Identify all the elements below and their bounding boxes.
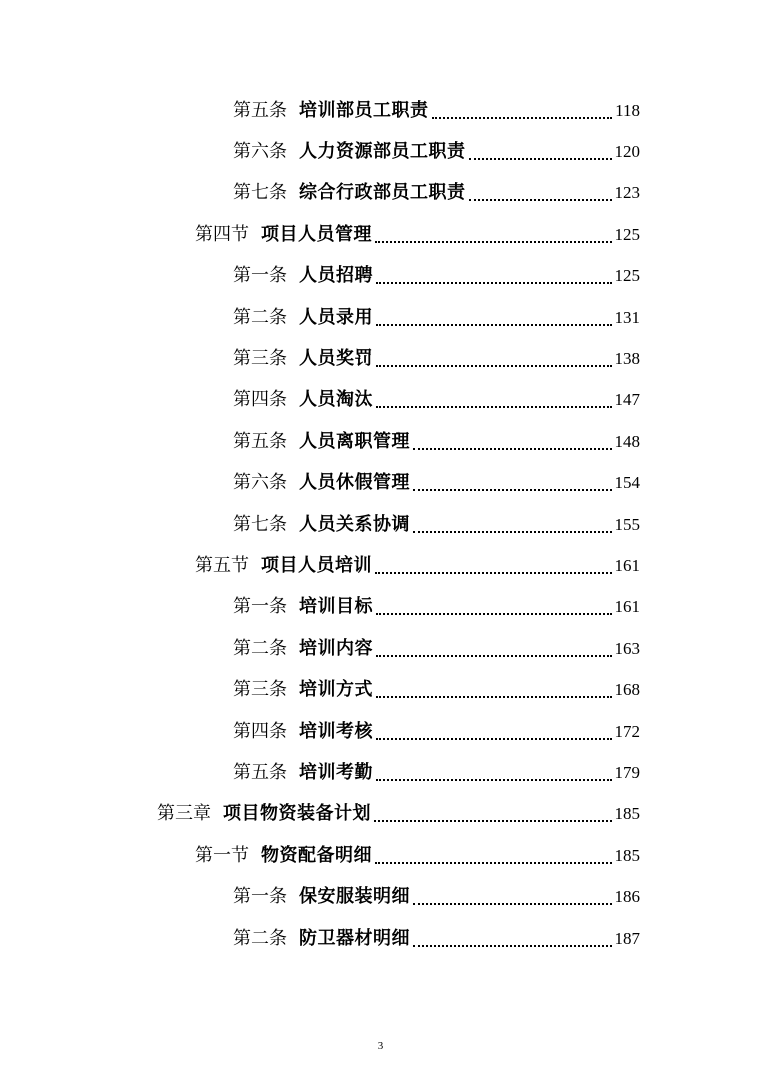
dot-leader <box>413 531 612 533</box>
toc-entry-page: 163 <box>614 638 640 658</box>
toc-entry-title: 人员离职管理 <box>299 430 410 452</box>
toc-entry[interactable] <box>0 380 761 421</box>
toc-entry-title: 培训考勤 <box>299 761 373 783</box>
toc-entry-page: 123 <box>614 183 640 203</box>
dot-leader <box>375 241 612 243</box>
toc-entry-title: 项目物资装备计划 <box>223 803 371 825</box>
toc-entry-title: 人员关系协调 <box>299 513 410 535</box>
toc-entry[interactable] <box>0 835 761 876</box>
toc-entry-page: 179 <box>614 762 640 782</box>
dot-leader <box>376 324 612 326</box>
dot-leader <box>376 738 612 740</box>
toc-entry-page: 172 <box>614 721 640 741</box>
toc-entry[interactable] <box>0 214 761 255</box>
toc-entry-number: 第三条 <box>233 348 287 370</box>
toc-entry[interactable] <box>0 131 761 172</box>
toc-entry-number: 第三章 <box>157 803 211 825</box>
toc-entry-number: 第四节 <box>195 223 249 245</box>
toc-entry-title: 人员招聘 <box>299 265 373 287</box>
toc-entry-page: 147 <box>614 390 640 410</box>
dot-leader <box>413 945 612 947</box>
dot-leader <box>469 199 612 201</box>
toc-entry-number: 第六条 <box>233 141 287 163</box>
page-number: 3 <box>377 1040 384 1052</box>
toc-entry-title: 人员淘汰 <box>299 389 373 411</box>
toc-entry[interactable] <box>0 421 761 462</box>
toc-entry-title: 项目人员培训 <box>261 554 372 576</box>
dot-leader <box>376 282 612 284</box>
toc-entry-number: 第一节 <box>195 844 249 866</box>
toc-entry-page: 187 <box>614 928 640 948</box>
dot-leader <box>376 613 612 615</box>
toc-entry[interactable] <box>0 587 761 628</box>
toc-entry-page: 186 <box>614 887 640 907</box>
toc-entry-title: 物资配备明细 <box>261 844 372 866</box>
toc-entry-page: 118 <box>615 100 640 120</box>
toc-entry-title: 人力资源部员工职责 <box>299 141 466 163</box>
toc-entry-number: 第五条 <box>233 430 287 452</box>
toc-entry-page: 185 <box>614 804 640 824</box>
toc-entry-page: 138 <box>614 349 640 369</box>
toc-entry-number: 第一条 <box>233 596 287 618</box>
dot-leader <box>376 779 612 781</box>
toc-entry[interactable] <box>0 256 761 297</box>
dot-leader <box>413 903 612 905</box>
dot-leader <box>374 820 612 822</box>
toc-entry-number: 第七条 <box>233 513 287 535</box>
toc-entry[interactable] <box>0 297 761 338</box>
toc-entry-title: 人员奖罚 <box>299 348 373 370</box>
toc-entry-number: 第四条 <box>233 389 287 411</box>
toc-entry-number: 第五条 <box>233 761 287 783</box>
toc-entry[interactable] <box>0 752 761 793</box>
toc-entry-title: 综合行政部员工职责 <box>299 182 466 204</box>
dot-leader <box>375 862 612 864</box>
toc-entry[interactable] <box>0 876 761 917</box>
dot-leader <box>375 572 612 574</box>
toc-entry[interactable] <box>0 90 761 131</box>
toc-entry-title: 培训内容 <box>299 637 373 659</box>
toc-entry-page: 148 <box>614 431 640 451</box>
toc-entry[interactable] <box>0 669 761 710</box>
toc-entry[interactable] <box>0 628 761 669</box>
toc-entry-number: 第五节 <box>195 554 249 576</box>
toc-entry-number: 第一条 <box>233 265 287 287</box>
toc-entry-title: 培训部员工职责 <box>299 99 429 121</box>
toc-entry-page: 168 <box>614 680 640 700</box>
dot-leader <box>376 365 612 367</box>
toc-entry-number: 第二条 <box>233 306 287 328</box>
dot-leader <box>413 489 612 491</box>
toc-entry-title: 培训方式 <box>299 679 373 701</box>
dot-leader <box>376 406 612 408</box>
toc-entry-number: 第七条 <box>233 182 287 204</box>
toc-entry-number: 第四条 <box>233 720 287 742</box>
toc-entry[interactable] <box>0 711 761 752</box>
toc-entry-number: 第五条 <box>233 99 287 121</box>
toc-entry-page: 155 <box>614 514 640 534</box>
toc-entry-page: 161 <box>614 555 640 575</box>
dot-leader <box>376 655 612 657</box>
toc-entry-title: 人员休假管理 <box>299 472 410 494</box>
toc-entry-title: 项目人员管理 <box>261 223 372 245</box>
toc-entry-number: 第一条 <box>233 886 287 908</box>
dot-leader <box>469 158 612 160</box>
toc-entry[interactable] <box>0 504 761 545</box>
toc-entry-title: 保安服装明细 <box>299 886 410 908</box>
toc-entry-title: 培训目标 <box>299 596 373 618</box>
toc-entry-page: 131 <box>614 307 640 327</box>
toc-entry-number: 第二条 <box>233 637 287 659</box>
toc-entry[interactable] <box>0 918 761 959</box>
toc-entry-title: 防卫器材明细 <box>299 927 410 949</box>
toc-entry[interactable] <box>0 173 761 214</box>
toc-entry[interactable] <box>0 338 761 379</box>
toc-entry-page: 125 <box>614 266 640 286</box>
toc-entry[interactable] <box>0 545 761 586</box>
toc-entry-number: 第三条 <box>233 679 287 701</box>
toc-entry-title: 人员录用 <box>299 306 373 328</box>
table-of-contents <box>0 90 761 959</box>
toc-entry-page: 125 <box>614 224 640 244</box>
toc-entry-title: 培训考核 <box>299 720 373 742</box>
toc-entry-number: 第二条 <box>233 927 287 949</box>
toc-entry-page: 154 <box>614 473 640 493</box>
toc-entry-number: 第六条 <box>233 472 287 494</box>
toc-entry-page: 120 <box>614 142 640 162</box>
toc-entry[interactable] <box>0 794 761 835</box>
toc-entry-page: 185 <box>614 845 640 865</box>
dot-leader <box>413 448 612 450</box>
dot-leader <box>376 696 612 698</box>
toc-entry[interactable] <box>0 463 761 504</box>
toc-entry-page: 161 <box>614 597 640 617</box>
dot-leader <box>432 117 613 119</box>
